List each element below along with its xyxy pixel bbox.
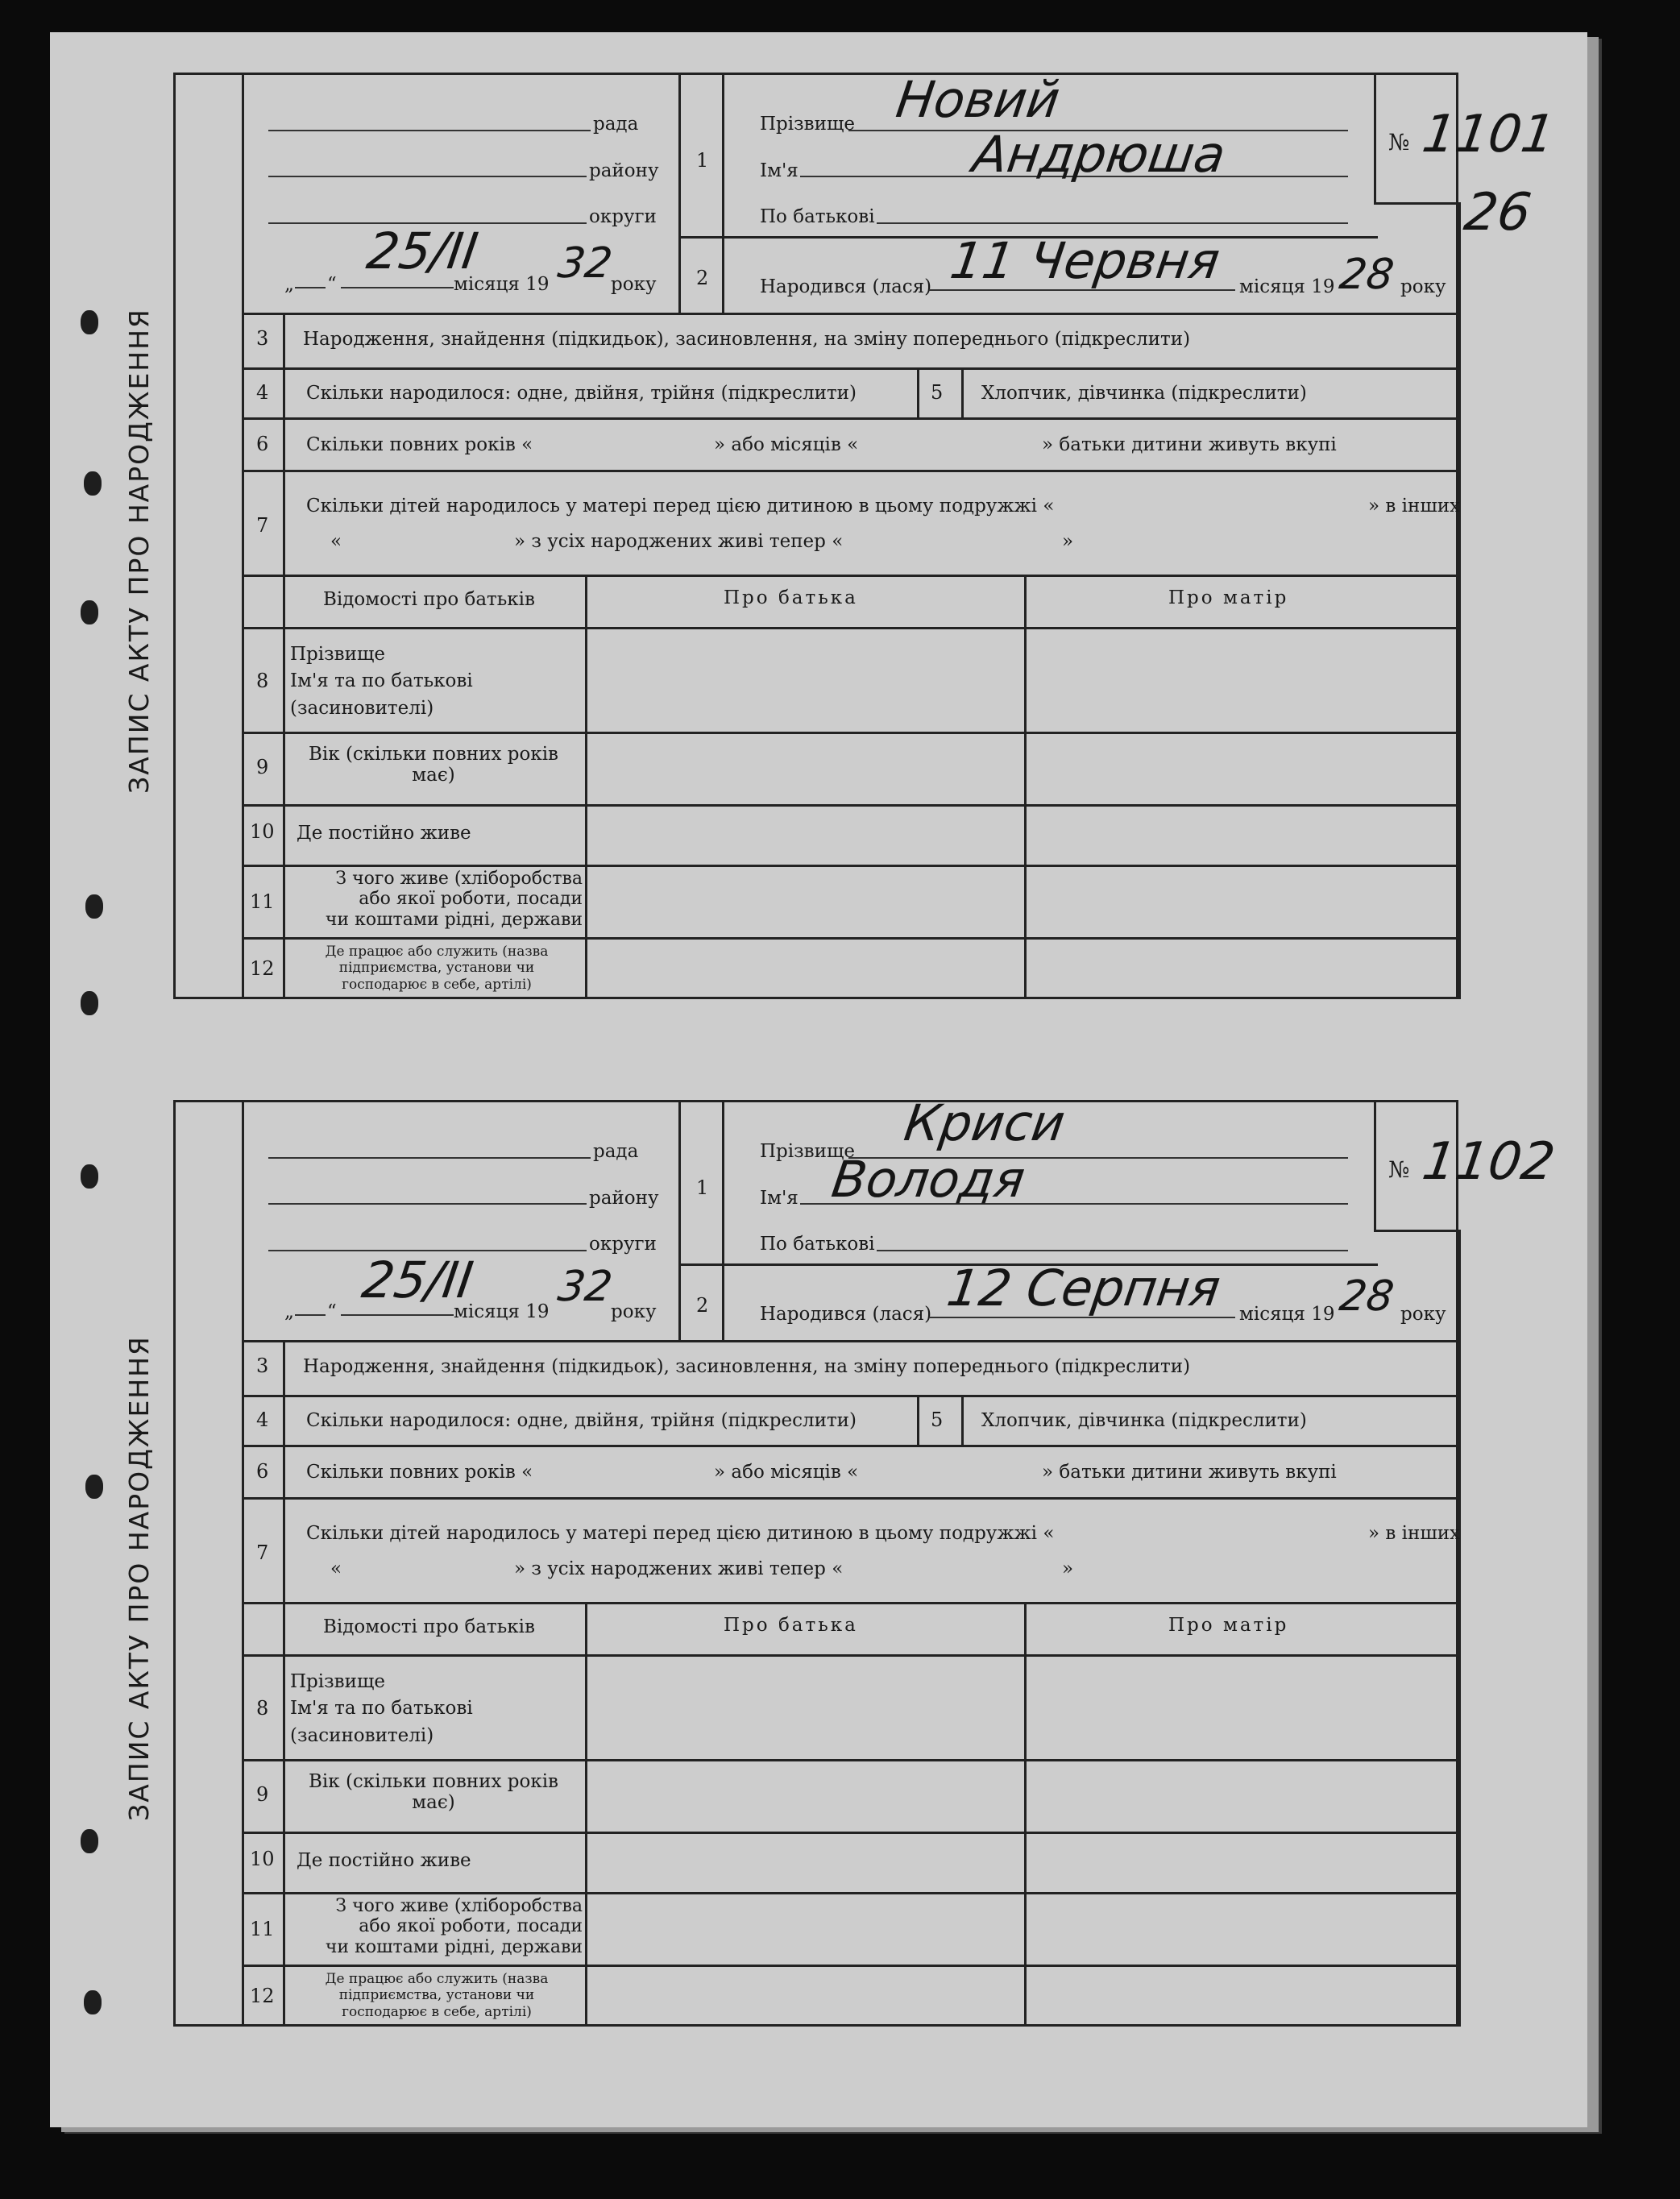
parents-r11-text: З чого живе (хліборобства або якої роботи, посади чи коштами рідні, держави (325, 1896, 583, 1957)
rows-r5-num-text: 5 (931, 1409, 944, 1431)
rule-line (268, 130, 591, 131)
binding-hole (85, 894, 103, 919)
labels-imia-text: Ім'я (760, 1188, 799, 1209)
rows-r4-text: Скільки народилося: одне, двійня, трійня (підкреслити) (306, 383, 857, 404)
labels-roku2-text: року (1400, 276, 1446, 297)
rows-r7b-text: » в інших (1368, 1523, 1461, 1544)
rule-line (678, 1102, 681, 1340)
rows-r7c-text: « (330, 1558, 342, 1579)
parents-r10-text: Де постійно живе (297, 1850, 471, 1871)
rows-r6-num-text: 6 (256, 433, 269, 455)
rule-line (242, 575, 1458, 577)
rule-line (242, 1602, 1458, 1604)
rule-line (1374, 1102, 1376, 1230)
rule-line (722, 75, 724, 313)
rule-line (1024, 575, 1027, 999)
labels-po-batkovi-text: По батькові (760, 206, 875, 227)
record-number: 1101 (1418, 105, 1559, 164)
parents-r9-text: Вік (скільки повних років має) (309, 1771, 558, 1814)
labels-row1-text: 1 (696, 149, 709, 172)
quote-mark: “ (327, 274, 337, 295)
registration-day: 25/ІІ (363, 222, 482, 280)
rule-line (242, 1892, 1458, 1894)
labels-row1-text: 1 (696, 1176, 709, 1199)
labels-rada-text: рада (593, 1141, 639, 1162)
registration-year: 32 (554, 1263, 616, 1311)
rule-line (283, 1340, 285, 2027)
rule-line (1458, 202, 1461, 999)
parents-r9-num-text: 9 (256, 756, 269, 778)
rows-r7e-text: » (1062, 531, 1074, 552)
parents-r11-num-text: 11 (250, 1918, 275, 1940)
labels-okrugy-text: округи (589, 1234, 657, 1255)
rule-line (242, 732, 1458, 734)
rule-line (242, 937, 1458, 940)
binding-hole (81, 1164, 98, 1189)
birth-date-value: 11 Червня (946, 231, 1224, 290)
labels-misyatsia-roku-prefix-text: місяця 19 (1239, 1304, 1335, 1325)
rule-line (295, 1314, 326, 1316)
rule-line (341, 1314, 454, 1316)
rule-line (678, 75, 681, 313)
parents-head-mother-text: Про матір (1168, 587, 1289, 608)
parents-head-father-text: Про батька (724, 587, 858, 608)
rows-r6c-text: » батьки дитини живуть вкупі (1042, 1462, 1337, 1483)
rows-r6-num-text: 6 (256, 1460, 269, 1483)
quote-mark: „ (284, 274, 294, 295)
parents-head-left-text: Відомості про батьків (323, 1616, 535, 1637)
birth-year-value: 28 (1336, 251, 1397, 299)
rule-line (1374, 1230, 1458, 1232)
parents-r11-text: З чого живе (хліборобства або якої роботи, посади чи коштами рідні, держави (325, 869, 583, 930)
rule-line (242, 1654, 1458, 1657)
rows-r5-text: Хлопчик, дівчинка (підкреслити) (981, 383, 1307, 404)
rows-r3-text: Народження, знайдення (підкидьок), засиновлення, на зміну попереднього (підкреслити) (303, 1356, 1191, 1377)
parents-r12-text: Де працює або служить (назва підприємства, установи чи господарює в себе, артілі) (325, 944, 549, 993)
rule-line (585, 575, 587, 999)
rule-line (242, 1965, 1458, 1967)
binding-hole (81, 1829, 98, 1853)
rule-line (1374, 75, 1376, 202)
labels-row2-text: 2 (696, 1294, 709, 1317)
binding-hole (84, 1990, 102, 2014)
rule-line (917, 1395, 919, 1445)
rows-r7a-text: Скільки дітей народилось у матері перед цією дитиною в цьому подружжі « (306, 496, 1055, 517)
parents-r10-text: Де постійно живе (297, 823, 471, 844)
page-number-mark: 26 (1460, 183, 1535, 243)
rule-line (242, 367, 1458, 370)
parents-head-father-text: Про батька (724, 1615, 858, 1636)
rows-r7-num-text: 7 (256, 1541, 269, 1564)
parents-r8-text: Прізвище Ім'я та по батькові (засиновителі) (290, 1671, 473, 1746)
rows-r3-text: Народження, знайдення (підкидьок), засиновлення, на зміну попереднього (підкреслити) (303, 329, 1191, 350)
rule-line (585, 1602, 587, 2027)
parents-head-mother-text: Про матір (1168, 1615, 1289, 1636)
labels-prizvyshche-text: Прізвище (760, 1141, 855, 1162)
side-title (102, 1143, 176, 2013)
labels-misyatsia19-text: місяця 19 (454, 274, 550, 295)
sideTitle-text: ЗАПИС АКТУ ПРО НАРОДЖЕННЯ (122, 307, 155, 794)
rule-line (877, 1250, 1348, 1251)
binding-hole (85, 1475, 103, 1499)
rule-line (961, 367, 964, 417)
record-number: 1102 (1418, 1132, 1559, 1192)
labels-imia-text: Ім'я (760, 160, 799, 181)
labels-raionu-text: району (589, 1188, 659, 1209)
rule-line (961, 1395, 964, 1445)
sideTitle-text: ЗАПИС АКТУ ПРО НАРОДЖЕННЯ (122, 1334, 155, 1821)
quote-mark: „ (284, 1301, 294, 1322)
rule-line (242, 865, 1458, 867)
name-value: Андрюша (969, 125, 1230, 184)
rows-r3-num-text: 3 (256, 327, 269, 350)
surname-value: Криси (900, 1093, 1069, 1152)
labels-po-batkovi-text: По батькові (760, 1234, 875, 1255)
rows-r7-num-text: 7 (256, 514, 269, 537)
parents-r8-num-text: 8 (256, 1697, 269, 1720)
parents-r11-num-text: 11 (250, 890, 275, 913)
rule-line (242, 1497, 1458, 1500)
labels-rada-text: рада (593, 114, 639, 135)
labels-narodyvsia-text: Народився (лася) (760, 276, 932, 297)
rule-line (242, 470, 1458, 472)
registration-year: 32 (554, 239, 616, 288)
parents-r12-num-text: 12 (250, 1985, 275, 2007)
rule-line (242, 313, 1458, 315)
quote-mark: “ (327, 1301, 337, 1322)
rule-line (268, 1157, 591, 1159)
rows-r6a-text: Скільки повних років « (306, 434, 533, 455)
rows-r7a-text: Скільки дітей народилось у матері перед цією дитиною в цьому подружжі « (306, 1523, 1055, 1544)
rows-r6b-text: » або місяців « (714, 434, 859, 455)
name-value: Володя (828, 1150, 1029, 1209)
rule-line (268, 1203, 587, 1205)
rule-line (242, 417, 1458, 420)
labels-roku-text: року (611, 274, 657, 295)
parents-r8-num-text: 8 (256, 670, 269, 692)
rows-r7b-text: » в інших (1368, 496, 1461, 517)
rule-line (242, 1445, 1458, 1447)
rule-line (722, 1102, 724, 1340)
rule-line (242, 804, 1458, 807)
rule-line (1024, 1602, 1027, 2027)
side-title (102, 115, 176, 985)
parents-r10-num-text: 10 (250, 1848, 275, 1870)
rule-line (1458, 1230, 1461, 2027)
rule-line (917, 367, 919, 417)
labels-roku2-text: року (1400, 1304, 1446, 1325)
rule-line (242, 1102, 244, 2027)
binding-hole (81, 991, 98, 1015)
rule-line (295, 287, 326, 288)
r8-label: Прізвище Ім'я та по батькові (засиновителі) (290, 644, 473, 719)
rows-r7d-text: » з усіх народжених живі тепер « (514, 531, 844, 552)
rows-r4-num-text: 4 (256, 381, 269, 404)
birth-date-value: 12 Серпня (943, 1259, 1224, 1317)
rule-line (242, 1832, 1458, 1834)
birth-year-value: 28 (1336, 1272, 1397, 1321)
rule-line (242, 1395, 1458, 1397)
parents-r9-text: Вік (скільки повних років має) (309, 744, 558, 786)
rows-r6c-text: » батьки дитини живуть вкупі (1042, 434, 1337, 455)
labels-misyatsia-roku-prefix-text: місяця 19 (1239, 276, 1335, 297)
rule-line (242, 1759, 1458, 1761)
rows-r4-text: Скільки народилося: одне, двійня, трійня (підкреслити) (306, 1410, 857, 1431)
rows-r6a-text: Скільки повних років « (306, 1462, 533, 1483)
rows-r7c-text: « (330, 531, 342, 552)
rows-r4-num-text: 4 (256, 1409, 269, 1431)
rows-r5-text: Хлопчик, дівчинка (підкреслити) (981, 1410, 1307, 1431)
rule-line (877, 222, 1348, 224)
rule-line (268, 176, 587, 177)
labels-raionu-text: району (589, 160, 659, 181)
registration-day: 25/ІІ (358, 1251, 477, 1309)
rows-r7d-text: » з усіх народжених живі тепер « (514, 1558, 844, 1579)
labels-okrugy-text: округи (589, 206, 657, 227)
rows-r5-num-text: 5 (931, 381, 944, 404)
parents-r10-num-text: 10 (250, 820, 275, 843)
rows-r3-num-text: 3 (256, 1355, 269, 1377)
rows-r7e-text: » (1062, 1558, 1074, 1579)
binding-hole (84, 471, 102, 496)
rule-line (242, 75, 244, 999)
parents-r9-num-text: 9 (256, 1783, 269, 1806)
surname-value: Новий (892, 70, 1064, 129)
rule-line (283, 627, 1458, 629)
parents-r12-text: Де працює або служить (назва підприємства, установи чи господарює в себе, артілі) (325, 1971, 549, 2020)
binding-hole (81, 600, 98, 624)
birth-record-form-2 (122, 1093, 1559, 2027)
parents-r12-num-text: 12 (250, 957, 275, 980)
labels-row2-text: 2 (696, 267, 709, 289)
rule-line (242, 1340, 1458, 1342)
binding-hole (81, 310, 98, 334)
labels-no-text: № (1388, 1156, 1410, 1183)
labels-prizvyshche-text: Прізвище (760, 114, 855, 135)
labels-no-text: № (1388, 129, 1410, 156)
labels-roku-text: року (611, 1301, 657, 1322)
labels-narodyvsia-text: Народився (лася) (760, 1304, 932, 1325)
rule-line (283, 313, 285, 999)
parents-head-left-text: Відомості про батьків (323, 589, 535, 610)
rule-line (341, 287, 454, 288)
labels-misyatsia19-text: місяця 19 (454, 1301, 550, 1322)
rows-r6b-text: » або місяців « (714, 1462, 859, 1483)
rule-line (1374, 202, 1458, 205)
